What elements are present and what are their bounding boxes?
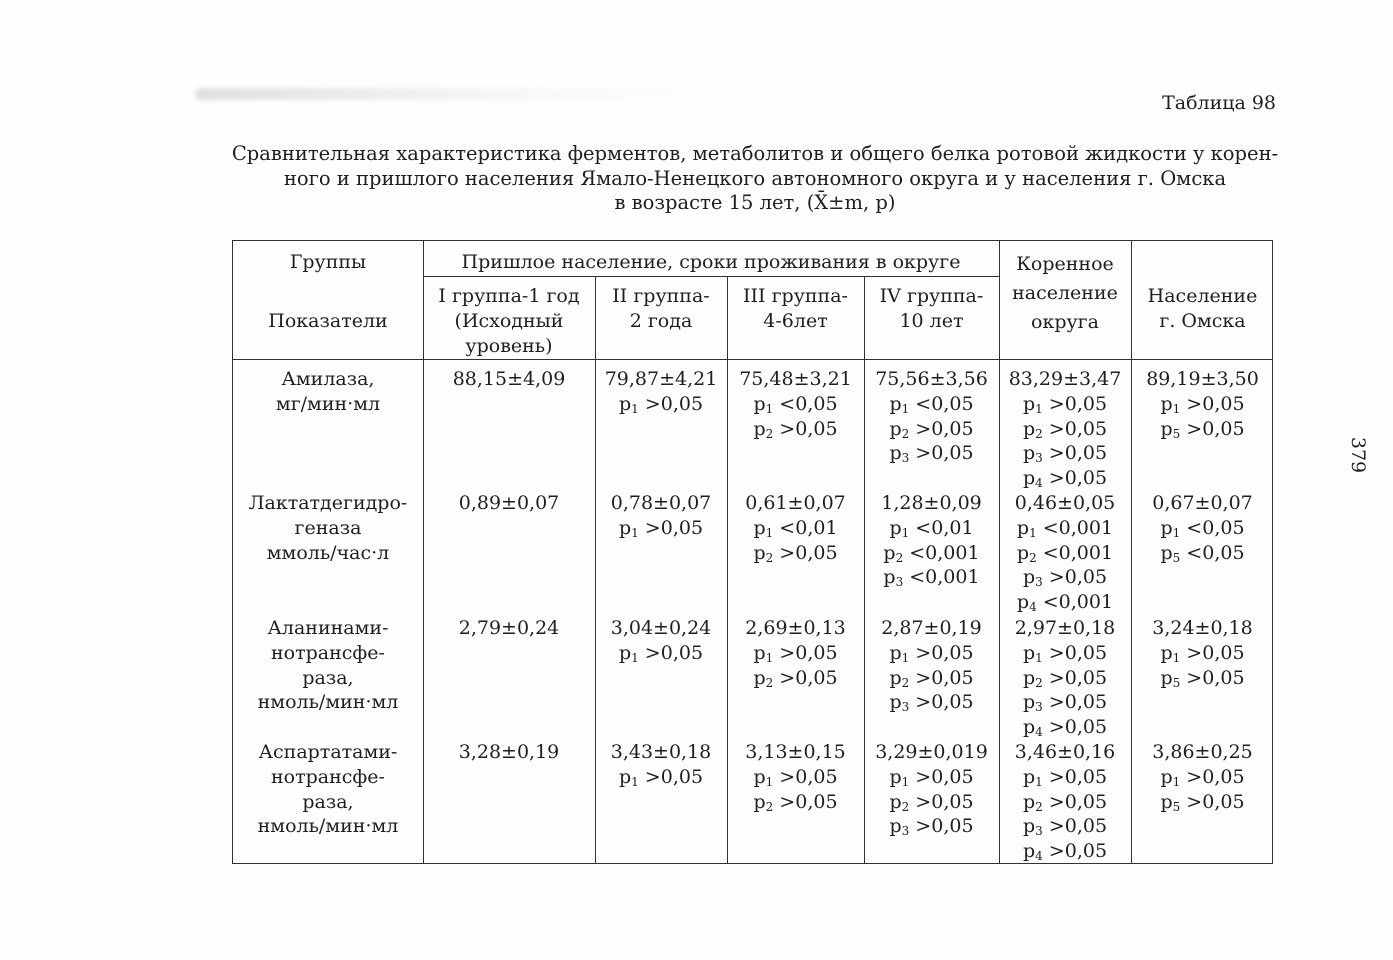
table-cell: [423, 367, 595, 392]
table-cell: [423, 491, 595, 516]
table-cell: [1131, 616, 1274, 690]
cell-line: $p_4 <0,001$: [1016, 591, 1114, 615]
cell-line: $p_2 >0,05$: [889, 790, 974, 814]
cell-line: $p_1 <0,001$: [1016, 516, 1114, 540]
cell-line: $p_1 >0,05$: [753, 765, 838, 789]
cell-line: $p_1 >0,05$: [618, 641, 704, 665]
cell-line: $p_5 >0,05$: [1160, 417, 1245, 441]
scan-smudge: [195, 88, 705, 100]
cell-line: нмоль/мин·мл: [257, 691, 399, 714]
cell-line: $p_5 <0,05$: [1160, 541, 1245, 565]
cell-line: $p_1 <0,01$: [889, 516, 974, 540]
cell-line: $p_1 >0,05$: [1160, 392, 1245, 416]
cell-line: $p_2 >0,05$: [753, 790, 838, 814]
cell-line: 0,89±0,07: [458, 492, 560, 514]
header-col2: [595, 284, 727, 334]
cell-line: Лактатдегидро-: [248, 492, 408, 514]
row-indicator-label: [233, 491, 423, 565]
cell-line: 83,29±3,47: [1008, 368, 1122, 390]
cell-line: 2,87±0,19: [881, 617, 982, 639]
header-col1: [423, 284, 595, 358]
header-line: I группа-1 год: [438, 285, 580, 307]
table-cell: [1131, 740, 1274, 814]
cell-line: 3,86±0,25: [1152, 741, 1253, 763]
cell-line: 75,48±3,21: [739, 368, 852, 390]
cell-line: 2,79±0,24: [458, 617, 560, 639]
cell-line: $p_1 <0,05$: [889, 392, 974, 416]
row-indicator-label: [233, 740, 423, 839]
cell-line: $p_1 >0,05$: [618, 765, 704, 789]
cell-line: нотрансфе-: [271, 641, 385, 664]
header-line: Население: [1147, 285, 1258, 307]
header-line: IV группа-: [879, 285, 984, 307]
header-line: округа: [1031, 311, 1099, 333]
cell-line: $p_2 >0,05$: [1022, 417, 1108, 441]
header-line: (Исходный: [454, 309, 564, 332]
cell-line: раза,: [302, 666, 354, 689]
cell-line: раза,: [302, 790, 354, 813]
table-cell: [1131, 367, 1274, 441]
cell-line: $p_1 >0,05$: [618, 392, 704, 416]
cell-line: $p_2 <0,001$: [883, 541, 980, 565]
cell-line: 3,29±0,019: [875, 741, 988, 763]
header-line: уровень): [465, 334, 553, 357]
cell-line: $p_4 >0,05$: [1022, 716, 1108, 740]
table-cell: [999, 616, 1131, 740]
cell-line: $p_3 >0,05$: [1022, 691, 1108, 715]
table-cell: [864, 740, 999, 839]
table-cell: [999, 491, 1131, 615]
cell-line: 0,78±0,07: [610, 492, 712, 514]
cell-line: $p_1 >0,05$: [1022, 765, 1108, 789]
cell-line: $p_1 >0,05$: [1022, 392, 1108, 416]
cell-line: 2,97±0,18: [1014, 617, 1116, 639]
header-col3: [727, 284, 864, 334]
cell-line: $p_1 >0,05$: [889, 641, 974, 665]
cell-line: 2,69±0,13: [745, 617, 846, 639]
table-cell: [423, 740, 595, 765]
cell-line: $p_2 <0,001$: [1016, 541, 1114, 565]
cell-line: 88,15±4,09: [452, 368, 566, 390]
cell-line: нотрансфе-: [271, 765, 385, 788]
cell-line: 0,67±0,07: [1152, 492, 1253, 514]
cell-line: 79,87±4,21: [604, 368, 718, 390]
cell-line: $p_1 >0,05$: [753, 641, 838, 665]
table-cell: [595, 491, 727, 541]
cell-line: $p_1 >0,05$: [1160, 641, 1245, 665]
cell-line: $p_2 >0,05$: [753, 666, 838, 690]
table-cell: [864, 491, 999, 590]
cell-line: 3,28±0,19: [458, 741, 560, 763]
cell-line: $p_2 >0,05$: [753, 541, 838, 565]
cell-line: $p_5 >0,05$: [1160, 790, 1245, 814]
row-indicator-label: [233, 616, 423, 715]
table-rule: [233, 359, 1272, 360]
table-cell: [727, 367, 864, 441]
cell-line: Амилаза,: [281, 368, 375, 390]
header-indicators: Показатели: [268, 310, 388, 332]
cell-line: $p_5 >0,05$: [1160, 666, 1245, 690]
cell-line: $p_1 >0,05$: [618, 516, 704, 540]
header-col6: [1131, 284, 1274, 334]
caption-line: ного и пришлого населения Ямало-Ненецкого автономного округа и у населения г. Омска: [283, 166, 1227, 190]
cell-line: 3,24±0,18: [1152, 617, 1253, 639]
page-number: 379: [1347, 436, 1370, 474]
header-line: Коренное: [1016, 253, 1114, 275]
cell-line: $p_1 <0,05$: [1160, 516, 1245, 540]
data-table: [232, 240, 1273, 864]
cell-line: $p_3 <0,001$: [883, 566, 980, 590]
cell-line: $p_2 >0,05$: [889, 666, 974, 690]
table-cell: [864, 616, 999, 715]
cell-line: $p_1 >0,05$: [1160, 765, 1245, 789]
cell-line: $p_1 <0,01$: [753, 516, 838, 540]
header-newcomers: Пришлое население, сроки проживания в округе: [461, 251, 961, 273]
cell-line: $p_2 >0,05$: [889, 417, 974, 441]
cell-line: $p_3 >0,05$: [889, 815, 974, 839]
header-col4: [864, 284, 999, 334]
header-col5: [999, 250, 1131, 337]
header-line: 4-6лет: [763, 309, 828, 332]
table-cell: [727, 616, 864, 690]
row-indicator-label: [233, 367, 423, 417]
table-cell: [1131, 491, 1274, 565]
cell-line: 89,19±3,50: [1146, 368, 1259, 390]
table-cell: [595, 740, 727, 790]
cell-line: 1,28±0,09: [881, 492, 982, 514]
header-groups: Группы: [289, 251, 367, 273]
header-line: II группа-: [612, 285, 710, 307]
cell-line: Аспартатами-: [258, 741, 398, 763]
cell-line: 3,46±0,16: [1014, 741, 1116, 763]
cell-line: $p_1 <0,05$: [753, 392, 838, 416]
cell-line: мг/мин·мл: [275, 392, 381, 415]
cell-line: геназа: [294, 516, 362, 539]
header-line: г. Омска: [1159, 309, 1246, 332]
cell-line: ммоль/час·л: [266, 541, 390, 564]
table-cell: [727, 491, 864, 565]
header-line: население: [1012, 282, 1118, 304]
cell-line: $p_2 >0,05$: [1022, 790, 1108, 814]
cell-line: $p_3 >0,05$: [1022, 566, 1108, 590]
caption-line: Сравнительная характеристика ферментов, метаболитов и общего белка ротовой жидкости у корен-: [231, 142, 1279, 165]
table-cell: [423, 616, 595, 641]
table-number: Таблица 98: [1162, 92, 1276, 114]
table-rule: [423, 276, 999, 277]
cell-line: $p_3 >0,05$: [1022, 815, 1108, 839]
header-line: III группа-: [743, 285, 848, 307]
cell-line: $p_3 >0,05$: [889, 442, 974, 466]
table-cell: [864, 367, 999, 466]
table-cell: [595, 367, 727, 417]
cell-line: 3,04±0,24: [610, 617, 712, 639]
cell-line: нмоль/мин·мл: [257, 815, 399, 838]
table-cell: [999, 740, 1131, 864]
table-caption: [190, 142, 1320, 216]
header-line: 2 года: [629, 309, 693, 332]
header-line: 10 лет: [899, 309, 964, 332]
cell-line: Аланинами-: [267, 617, 389, 639]
cell-line: $p_4 >0,05$: [1022, 467, 1108, 491]
cell-line: $p_1 >0,05$: [889, 765, 974, 789]
cell-line: $p_4 >0,05$: [1022, 840, 1108, 864]
cell-line: $p_2 >0,05$: [753, 417, 838, 441]
table-cell: [727, 740, 864, 814]
cell-line: 0,46±0,05: [1014, 492, 1116, 514]
cell-line: $p_1 >0,05$: [1022, 641, 1108, 665]
table-cell: [595, 616, 727, 666]
table-cell: [999, 367, 1131, 491]
cell-line: $p_2 >0,05$: [1022, 666, 1108, 690]
cell-line: $p_3 >0,05$: [889, 691, 974, 715]
caption-line: в возрасте 15 лет, (X̄±m, p): [614, 191, 896, 214]
cell-line: 0,61±0,07: [745, 492, 846, 514]
cell-line: 75,56±3,56: [875, 368, 988, 390]
cell-line: $p_3 >0,05$: [1022, 442, 1108, 466]
cell-line: 3,13±0,15: [745, 741, 846, 763]
cell-line: 3,43±0,18: [610, 741, 712, 763]
